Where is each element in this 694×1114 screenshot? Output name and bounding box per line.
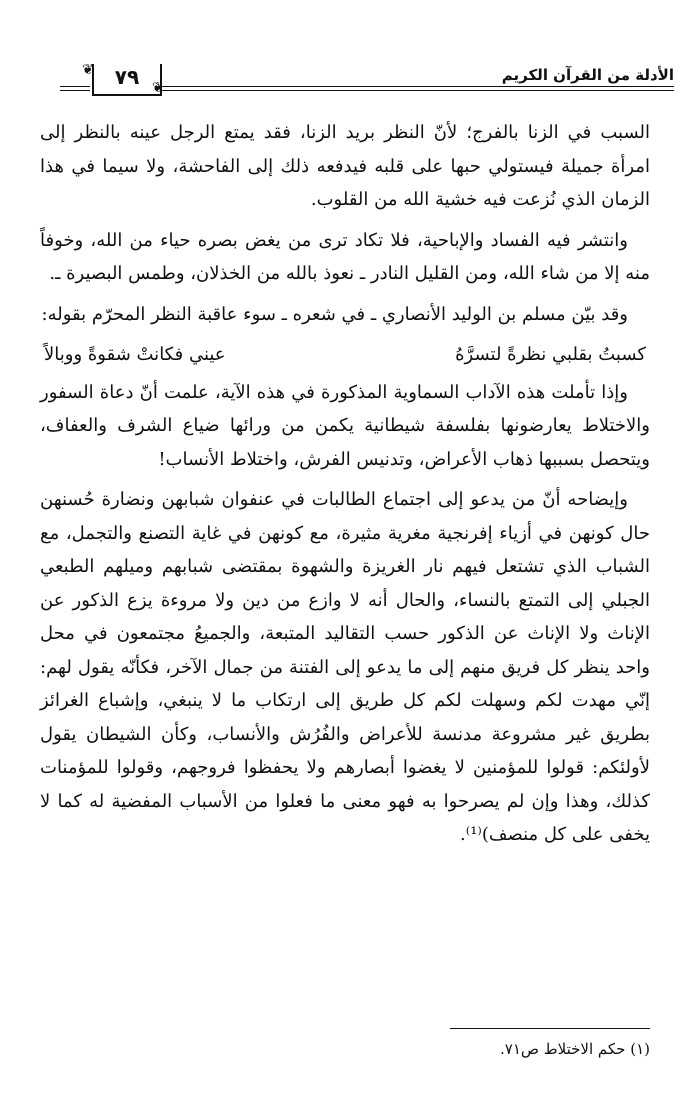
main-text bbox=[40, 116, 650, 859]
paragraph: السبب في الزنا بالفرج؛ لأنّ النظر بريد الزنا، فقد يمتع الرجل عينه بالنظر إلى امرأة جميلة فيستولي حبها على قلبه فيدفعه ذلك إلى الفاحشة، ولا سيما في هذا الزمان الذي نُزعت فيه خشية الله من القلوب. bbox=[40, 122, 650, 210]
paragraph: وإيضاحه أنّ من يدعو إلى اجتماع الطالبات في عنفوان شبابهن ونضارة حُسنهن حال كونهن في أزياء إفرنجية مغرية مثيرة، مع كونهن في غاية التصنع والتجمل، مع الشباب الذي تشتعل فيهم نار الغريزة والشهوة بمقتضى شبابهم وميلهم الطبعي الجبلي إلى التمتع بالنساء، والحال أنه لا وازع من دين ولا مروءة يزع الذكور عن الإناث ولا الإناث عن الذكور حسب التقاليد المتبعة، والجميعُ مجتمعون في محل واحد ينظر كل فريق منهم إلى ما يدعو إلى الفتنة من جمال الآخر، فكأنّه يقول لهم: إنّي مهدت لكم وسهلت لكم كل طريق إلى ارتكاب ما لا ينبغي، وإشباع الغرائز بطريق غير مشروعة مدنسة للأعراض والفُرُش والأنساب، وكأن الشيطان يقول لأولئكم: قولوا للمؤمنين لا يغضوا أبصارهم ولا يحفظوا فروجهم، وقولوا للمؤمنات كذلك، وهذا وإن لم يصرحوا به فهو معنى ما فعلوا من الأسباب المفضية له كما لا يخفى على كل منصف)⁽¹⁾. bbox=[40, 489, 650, 845]
ornament-icon: ❦ bbox=[82, 62, 94, 78]
paragraph: وانتشر فيه الفساد والإباحية، فلا تكاد ترى من يغض بصره حياء من الله، وخوفاً منه إلا من شاء الله، ومن القليل النادر ـ نعوذ بالله من الخذلان، وطمس البصيرة ـ. bbox=[40, 229, 650, 284]
poetry-verse bbox=[40, 338, 650, 372]
page-number: ٧٩ bbox=[114, 65, 140, 89]
verse-hemistich-second: عيني فكانتْ شقوةً ووبالاً bbox=[44, 344, 226, 365]
header-rule bbox=[160, 86, 674, 87]
page-header bbox=[60, 58, 674, 98]
footnote: (١) حكم الاختلاط ص٧١. bbox=[499, 1040, 650, 1058]
running-title: الأدلة من القرآن الكريم bbox=[501, 66, 674, 84]
header-rule bbox=[60, 90, 90, 91]
paragraph: وإذا تأملت هذه الآداب السماوية المذكورة في هذه الآية، علمت أنّ دعاة السفور والاختلاط يعارضونها بفلسفة شيطانية يكمن من ورائها ضياع الشرف والعفاف، ويتحصل بسببها ذهاب الأعراض، وتدنيس الفرش، واختلاط الأنساب! bbox=[40, 381, 650, 470]
header-rule bbox=[60, 86, 90, 87]
verse-hemistich-first: كسبتُ بقلبي نظرةً لتسرَّهُ bbox=[455, 344, 646, 365]
header-rule bbox=[160, 90, 674, 91]
footnote-separator bbox=[450, 1028, 650, 1029]
ornament-icon: ❦ bbox=[152, 80, 164, 96]
paragraph: وقد بيّن مسلم بن الوليد الأنصاري ـ في شعره ـ سوء عاقبة النظر المحرّم بقوله: bbox=[41, 303, 628, 325]
